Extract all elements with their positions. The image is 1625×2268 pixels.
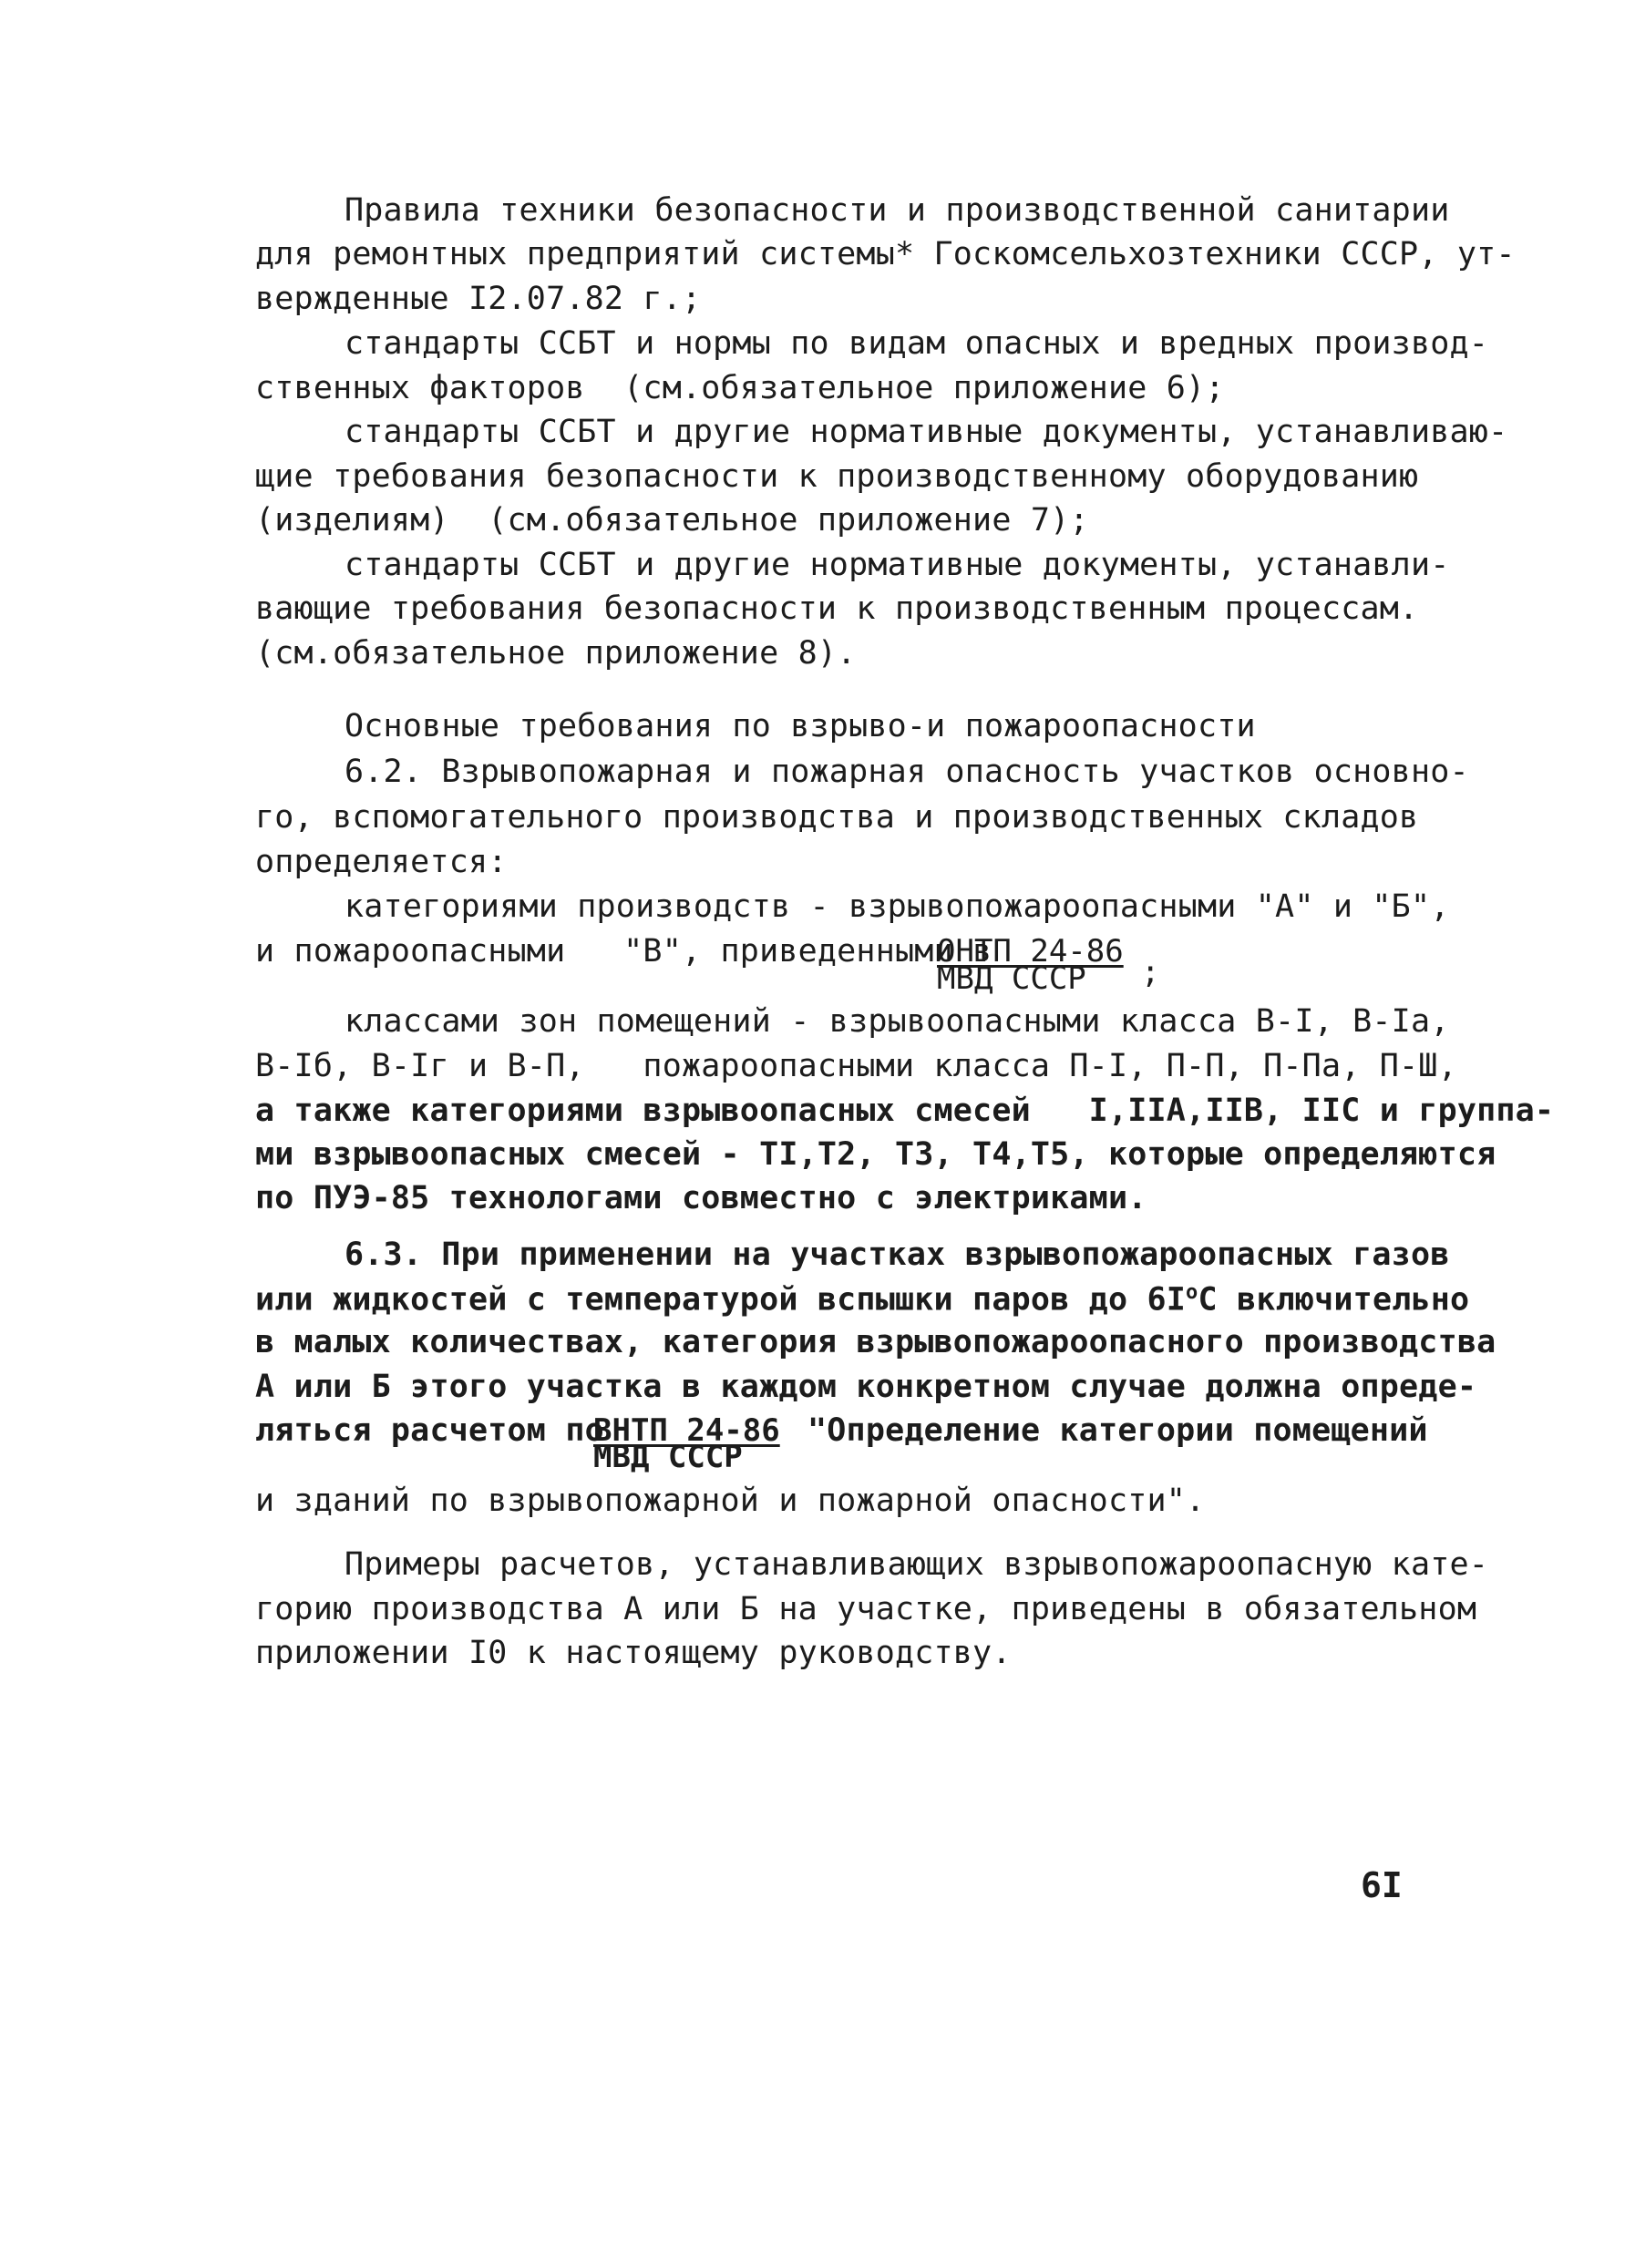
text-line: для ремонтных предприятий системы* Госкомсельхозтехники СССР, ут-	[255, 236, 1516, 272]
text-line: стандарты ССБТ и нормы по видам опасных и вредных производ-	[345, 325, 1489, 362]
text-line: вающие требования безопасности к производственным процессам.	[255, 590, 1419, 627]
text-line: Правила техники безопасности и производственной санитарии	[345, 192, 1450, 229]
text-line: определяется:	[255, 844, 508, 880]
reference-vntp-denominator: МВД СССР	[593, 1439, 743, 1475]
text-line: щие требования безопасности к производственному оборудованию	[255, 458, 1419, 495]
reference-onp-suffix: ;	[1141, 954, 1160, 990]
text-line: стандарты ССБТ и другие нормативные документы, устанавливаю-	[345, 414, 1508, 450]
degree-sign: о	[1186, 1281, 1198, 1304]
text-line: (см.обязательное приложение 8).	[255, 635, 857, 672]
text-line: го, вспомогательного производства и производственных складов	[255, 799, 1419, 836]
text-line: вержденные I2.07.82 г.;	[255, 281, 702, 317]
reference-vntp-numerator: ВНТП 24-86	[593, 1412, 780, 1449]
text-line: классами зон помещений - взрывоопасными класса В-I, В-Iа,	[345, 1003, 1450, 1040]
reference-onp-numerator: ОНТП 24-86	[937, 933, 1124, 970]
text-line: 6.3. При применении на участках взрывопожароопасных газов	[345, 1237, 1450, 1273]
text-fragment: C включительно	[1198, 1281, 1470, 1319]
text-line: категориями производств - взрывопожароопасными "А" и "Б",	[345, 888, 1450, 925]
text-line: ми взрывоопасных смесей - TI,T2, T3, T4,T5, которые определяются	[255, 1136, 1496, 1173]
text-fragment: или жидкостей с температурой вспышки паров до 6I	[255, 1281, 1187, 1319]
text-line: по ПУЭ-85 технологами совместно с электриками.	[255, 1180, 1147, 1216]
text-line: а также категориями взрывоопасных смесей I,IIA,IIB, IIC и группа-	[255, 1093, 1555, 1129]
text-line	[255, 1283, 1469, 1317]
text-line: ляться расчетом по	[255, 1412, 604, 1449]
text-line: (изделиям) (см.обязательное приложение 7);	[255, 502, 1089, 539]
text-line: В-Iб, В-Iг и В-П, пожароопасными класса П-I, П-П, П-Пa, П-Ш,	[255, 1048, 1457, 1084]
section-heading: Основные требования по взрыво-и пожароопасности	[345, 708, 1256, 744]
text-line: стандарты ССБТ и другие нормативные документы, устанавли-	[345, 547, 1450, 583]
text-line: в малых количествах, категория взрывопожароопасного производства	[255, 1324, 1496, 1360]
text-line: и зданий по взрывопожарной и пожарной опасности".	[255, 1483, 1206, 1519]
text-line: и пожароопасными "В", приведенными в	[255, 933, 992, 970]
text-line: 6.2. Взрывопожарная и пожарная опасность участков основно-	[345, 754, 1469, 790]
text-line: А или Б этого участка в каждом конкретном случае должна опреде-	[255, 1369, 1477, 1405]
text-line: ственных факторов (см.обязательное приложение 6);	[255, 370, 1225, 406]
page-number: 6I	[1361, 1865, 1403, 1905]
text-line: приложении I0 к настоящему руководству.	[255, 1635, 1012, 1671]
reference-onp-denominator: МВД СССР	[937, 960, 1086, 997]
text-line: "Определение категории помещений	[807, 1412, 1428, 1449]
text-line: горию производства А или Б на участке, приведены в обязательном	[255, 1591, 1477, 1627]
text-line: Примеры расчетов, устанавливающих взрывопожароопасную кате-	[345, 1546, 1489, 1583]
